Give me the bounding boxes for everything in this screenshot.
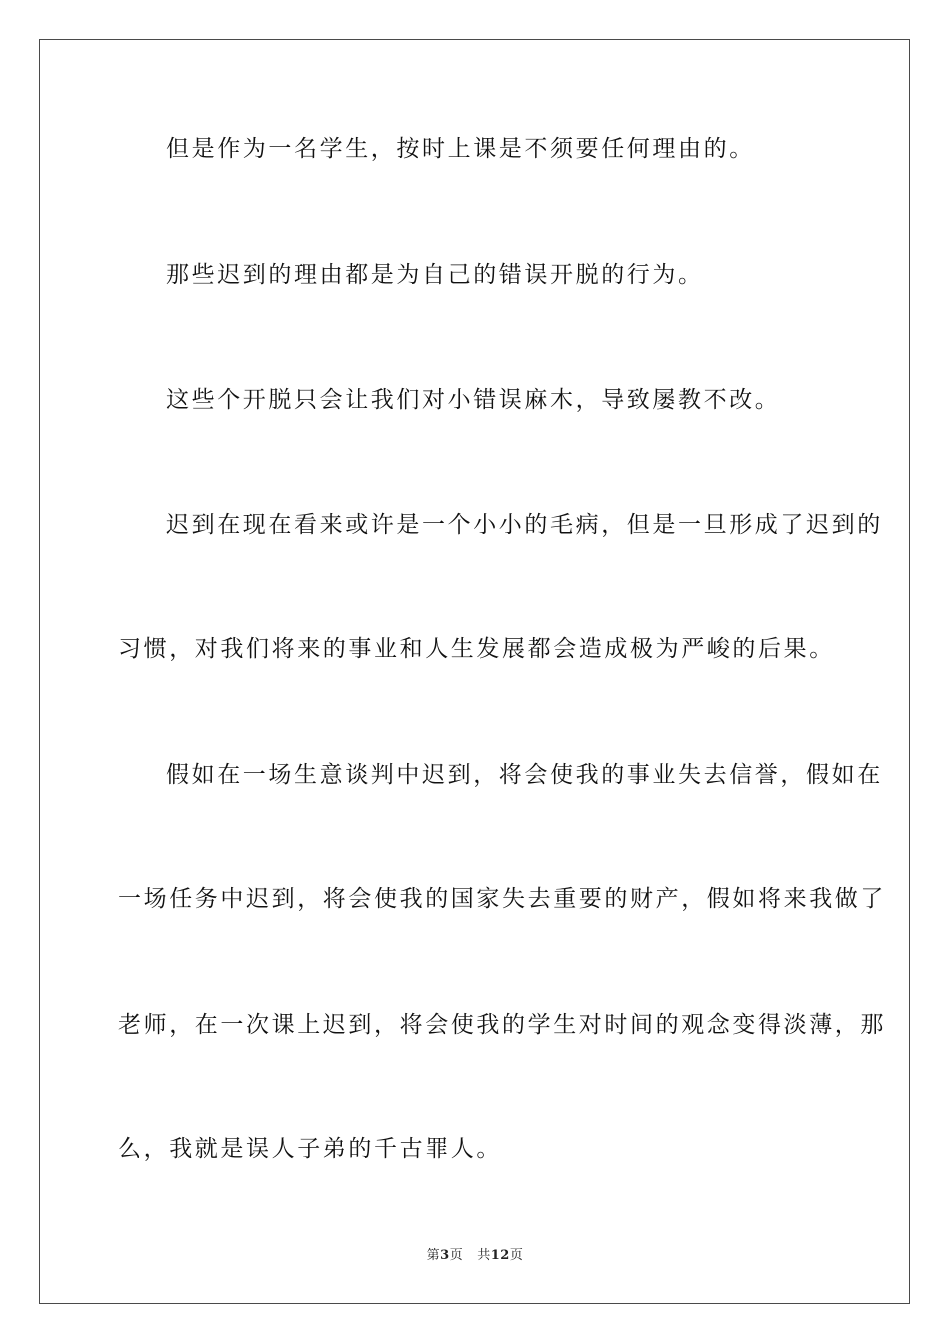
paragraph-line-3: 这些个开脱只会让我们对小错误麻木，导致屡教不改。: [166, 387, 781, 413]
paragraph-line-2: 那些迟到的理由都是为自己的错误开脱的行为。: [166, 262, 704, 288]
paragraph-line-9: 么，我就是误人子弟的千古罪人。: [118, 1136, 502, 1162]
paragraph-line-5: 习惯，对我们将来的事业和人生发展都会造成极为严峻的后果。: [118, 636, 835, 662]
paragraph-line-1: 但是作为一名学生，按时上课是不须要任何理由的。: [166, 136, 755, 162]
page-footer: [0, 1247, 950, 1265]
paragraph-line-7: 一场任务中迟到，将会使我的国家失去重要的财产，假如将来我做了: [118, 886, 886, 912]
paragraph-line-8: 老师，在一次课上迟到，将会使我的学生对时间的观念变得淡薄，那: [118, 1012, 886, 1038]
total-pages: 12: [490, 1248, 510, 1263]
page-label-prefix: 第: [426, 1248, 441, 1263]
page-label-suffix: 页: [449, 1248, 464, 1263]
total-label-suffix: 页: [509, 1248, 524, 1263]
total-label-prefix: 共: [477, 1248, 491, 1263]
page-frame: [39, 39, 910, 1304]
page-number: 3: [440, 1248, 450, 1263]
paragraph-line-4: 迟到在现在看来或许是一个小小的毛病，但是一旦形成了迟到的: [166, 512, 883, 538]
paragraph-line-6: 假如在一场生意谈判中迟到，将会使我的事业失去信誉，假如在: [166, 762, 883, 788]
